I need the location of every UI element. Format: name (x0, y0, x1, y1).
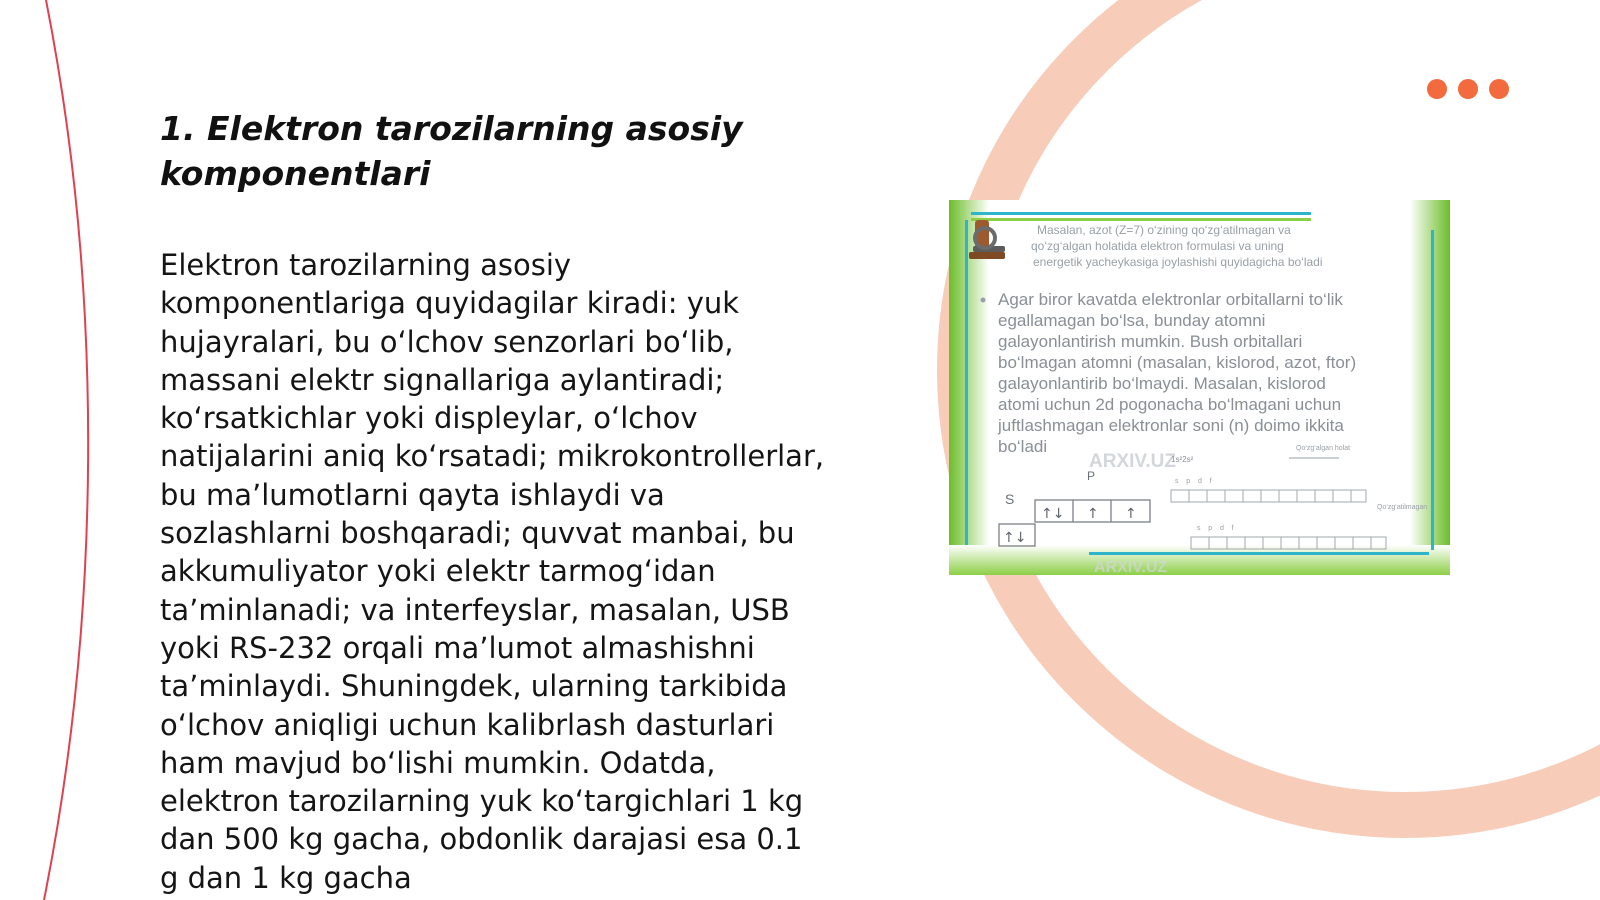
orbital-arrows-1: ↑↓ (1041, 506, 1065, 522)
figure-paragraph-line-4: bo‘lmagan atomni (masalan, kislorod, azot, ftor) (998, 353, 1357, 372)
figure-intro-line-1: Masalan, azot (Z=7) o‘zining qo‘zg‘atilmagan va (1037, 223, 1291, 237)
figure-row2-levels: s p d f (1197, 525, 1234, 532)
figure-bottom-stripe (1089, 552, 1429, 555)
figure-watermark-bottom: ARXIV.UZ (1094, 559, 1168, 575)
orbital-arrows-2: ↑ (1087, 506, 1099, 522)
figure-sublevel-s: S (1005, 491, 1015, 507)
slide-title: 1. Elektron tarozilarning asosiy komponentlari (160, 109, 743, 193)
dot-3 (1489, 79, 1509, 99)
figure-paragraph-line-2: egallamagan bo‘lsa, bunday atomni (998, 311, 1266, 330)
figure-paragraph-line-6: atomi uchun 2d pogonacha bo‘lmagani uchun (998, 395, 1342, 414)
figure-right-border (1410, 200, 1450, 575)
figure-intro-line-2: qo‘zg‘algan holatida elektron formulasi va uning (1031, 239, 1284, 253)
dot-1 (1427, 79, 1447, 99)
figure-formula-label: Qo‘zg‘algan holat (1296, 445, 1351, 452)
figure-state-label: Qo‘zg‘atilmagan (1377, 504, 1428, 511)
figure-formula-side: 1s²2s² (1171, 455, 1194, 464)
figure-paragraph-line-3: galayonlantirish mumkin. Bush orbitallari (998, 332, 1303, 351)
figure-canvas (949, 200, 1450, 575)
figure-paragraph-line-1: Agar biror kavatda elektronlar orbitallarni to‘lik (998, 290, 1343, 309)
textbook-figure (949, 200, 1450, 575)
figure-right-stripe (1431, 230, 1434, 550)
slide-body-text: Elektron tarozilarning asosiy komponentlariga quyidagilar kiradi: yuk hujayralari, bu o‘lchov senzorlari bo‘lib, massani elektr signallariga aylantiradi; ko‘rsatkichlar yoki displeylar, o‘lchov natijalarini aniq ko‘rsatadi; mikrokontrollerlar, bu ma’lumotlarni qayta ishlaydi va sozlashlarni boshqaradi; quvvat manbai, bu akkumuliyator yoki elektr tarmog‘idan ta’minlanadi; va interfeyslar, masalan, USB yoki RS-232 orqali ma’lumot almashishni ta’minlaydi. Shuningdek, ularning tarkibida o‘lchov aniqligi uchun kalibrlash dasturlari ham mavjud bo‘lishi mumkin. Odatda, elektron tarozilarning yuk ko‘targichlari 1 kg dan 500 kg gacha, obdonlik darajasi esa 0.1 g dan 1 kg gacha (160, 248, 825, 895)
figure-top-green-stripe (971, 218, 1311, 221)
figure-paragraph-line-7: juftlashmagan elektronlar soni (n) doimo ikkita (998, 416, 1344, 435)
figure-watermark: ARXIV.UZ (1089, 451, 1176, 472)
figure-paragraph-line-5: galayonlantirib bo‘lmaydi. Masalan, kislorod (998, 374, 1326, 393)
figure-bullet (981, 298, 986, 303)
energy-row-1 (1171, 490, 1366, 502)
figure-row1-levels: s p d f (1175, 478, 1212, 485)
orbital-arrows-4: ↑↓ (1003, 530, 1027, 546)
dot-2 (1458, 79, 1478, 99)
figure-top-stripe (971, 212, 1311, 215)
figure-sublevel-p: P (1087, 469, 1096, 483)
orbital-arrows-3: ↑ (1125, 506, 1137, 522)
figure-paragraph-line-8: bo‘ladi (998, 437, 1048, 456)
figure-left-stripe (965, 220, 968, 545)
figure-intro-line-3: energetik yacheykasiga joylashishi quyidagicha bo‘ladi (1033, 255, 1323, 269)
decorative-dots (1427, 79, 1509, 99)
left-curve-line (44, 0, 88, 900)
